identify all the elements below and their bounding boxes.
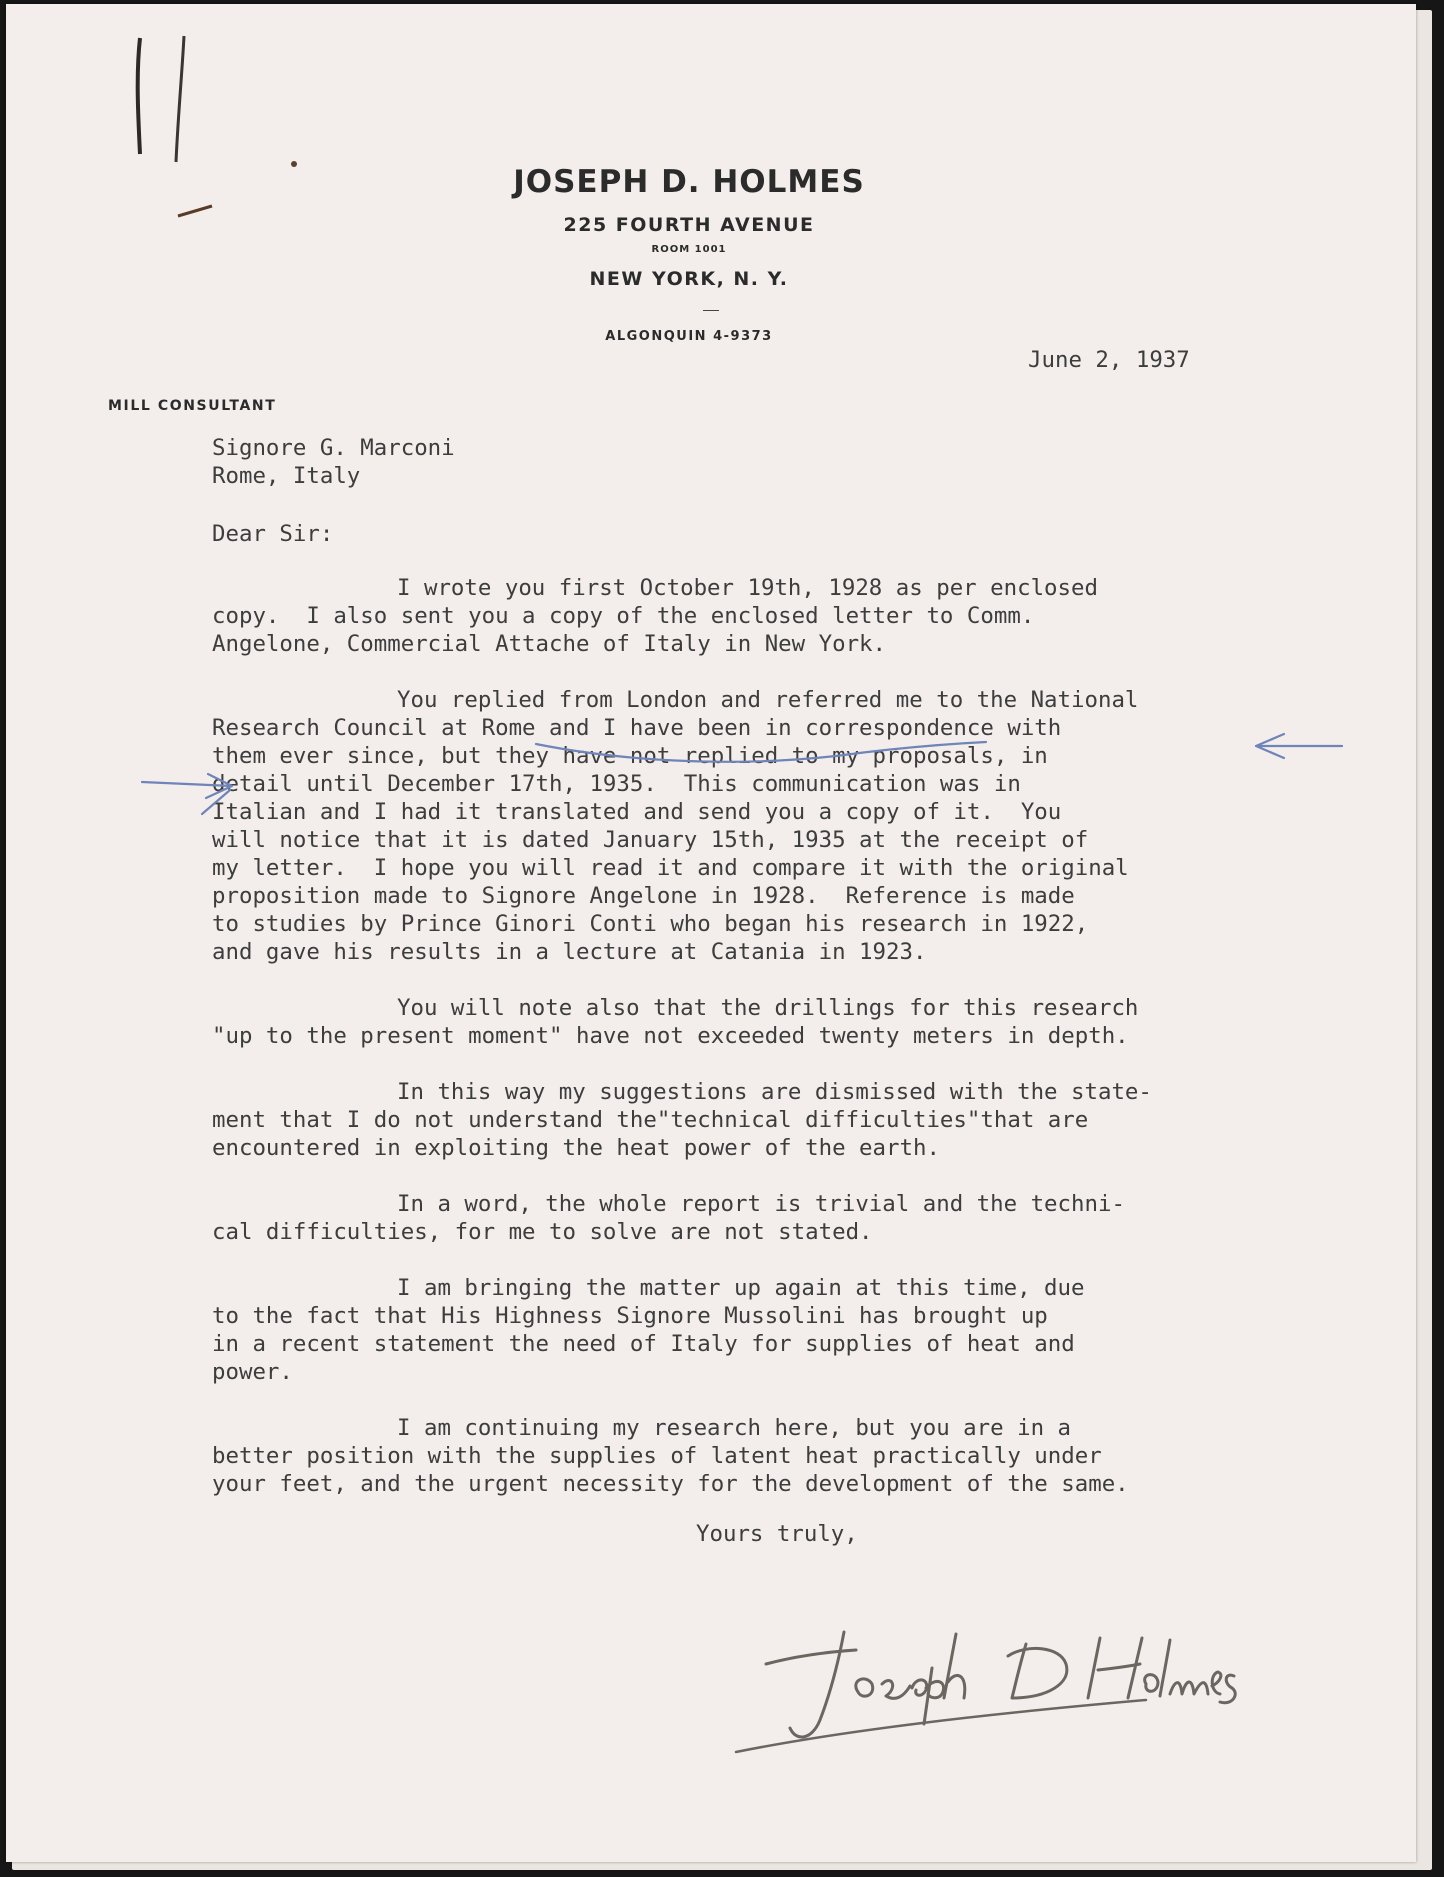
pen-arrow-right [1256,734,1342,758]
body-line: You replied from London and referred me to the National [397,687,1139,713]
body-line: detail until December 17th, 1935. This communication was in [212,771,1021,797]
handwritten-signature [726,1564,1246,1764]
body-line: "up to the present moment" have not exceeded twenty meters in depth. [212,1023,1129,1049]
body-paragraph [212,1274,1152,1386]
body-line: and gave his results in a lecture at Catania in 1923. [212,939,927,965]
body-line: better position with the supplies of latent heat practically under [212,1443,1102,1469]
body-line: Italian and I had it translated and send you a copy of it. You [212,799,1062,825]
body-paragraph [212,686,1152,966]
body-line: them ever since, but they have not replied to my proposals, in [212,743,1048,769]
body-line: I am continuing my research here, but you are in a [397,1415,1072,1441]
body-line: copy. I also sent you a copy of the enclosed letter to Comm. [212,603,1035,629]
letter-page [6,4,1416,1862]
body-line: proposition made to Signore Angelone in 1928. Reference is made [212,883,1075,909]
recipient-name: Signore G. Marconi [212,435,455,461]
body-line: encountered in exploiting the heat power of the earth. [212,1135,940,1161]
letterhead-divider [703,310,719,311]
body-paragraph [212,1414,1152,1498]
body-line: will notice that it is dated January 15th, 1935 at the receipt of [212,827,1089,853]
letter-date: June 2, 1937 [1028,347,1190,373]
body-line: I wrote you first October 19th, 1928 as per enclosed [397,575,1098,601]
letterhead-phone: ALGONQUIN 4-9373 [605,329,773,344]
body-line: You will note also that the drillings for this research [397,995,1139,1021]
recipient-address [212,434,455,490]
staple-mark-left [138,38,140,154]
body-paragraph [212,994,1152,1050]
salutation: Dear Sir: [212,521,334,547]
letterhead-city: NEW YORK, N. Y. [589,268,789,290]
body-line: in a recent statement the need of Italy for supplies of heat and [212,1331,1075,1357]
letterhead-street: 225 FOURTH AVENUE [563,214,815,236]
body-line: to studies by Prince Ginori Conti who began his research in 1922, [212,911,1089,937]
body-line: your feet, and the urgent necessity for the development of the same. [212,1471,1129,1497]
staple-mark-right [176,36,184,162]
body-line: In this way my suggestions are dismissed with the state- [397,1079,1152,1105]
body-paragraph [212,1078,1152,1162]
recipient-place: Rome, Italy [212,463,361,489]
body-line: my letter. I hope you will read it and compare it with the original [212,855,1129,881]
body-paragraph [212,1190,1152,1246]
body-line: I am bringing the matter up again at this time, due [397,1275,1085,1301]
letterhead-name: JOSEPH D. HOLMES [513,164,865,200]
body-paragraph [212,574,1152,658]
body-line: Research Council at Rome and I have been in correspondence with [212,715,1062,741]
body-line: Angelone, Commercial Attache of Italy in New York. [212,631,887,657]
letter-body [212,574,1152,1498]
closing: Yours truly, [696,1521,858,1547]
letterhead-title: MILL CONSULTANT [108,398,277,414]
body-line: ment that I do not understand the"technical difficulties"that are [212,1107,1089,1133]
letterhead-room: ROOM 1001 [651,244,727,255]
body-line: to the fact that His Highness Signore Mussolini has brought up [212,1303,1048,1329]
body-line: power. [212,1359,293,1385]
body-line: cal difficulties, for me to solve are not stated. [212,1219,873,1245]
body-line: In a word, the whole report is trivial and the techni- [397,1191,1125,1217]
